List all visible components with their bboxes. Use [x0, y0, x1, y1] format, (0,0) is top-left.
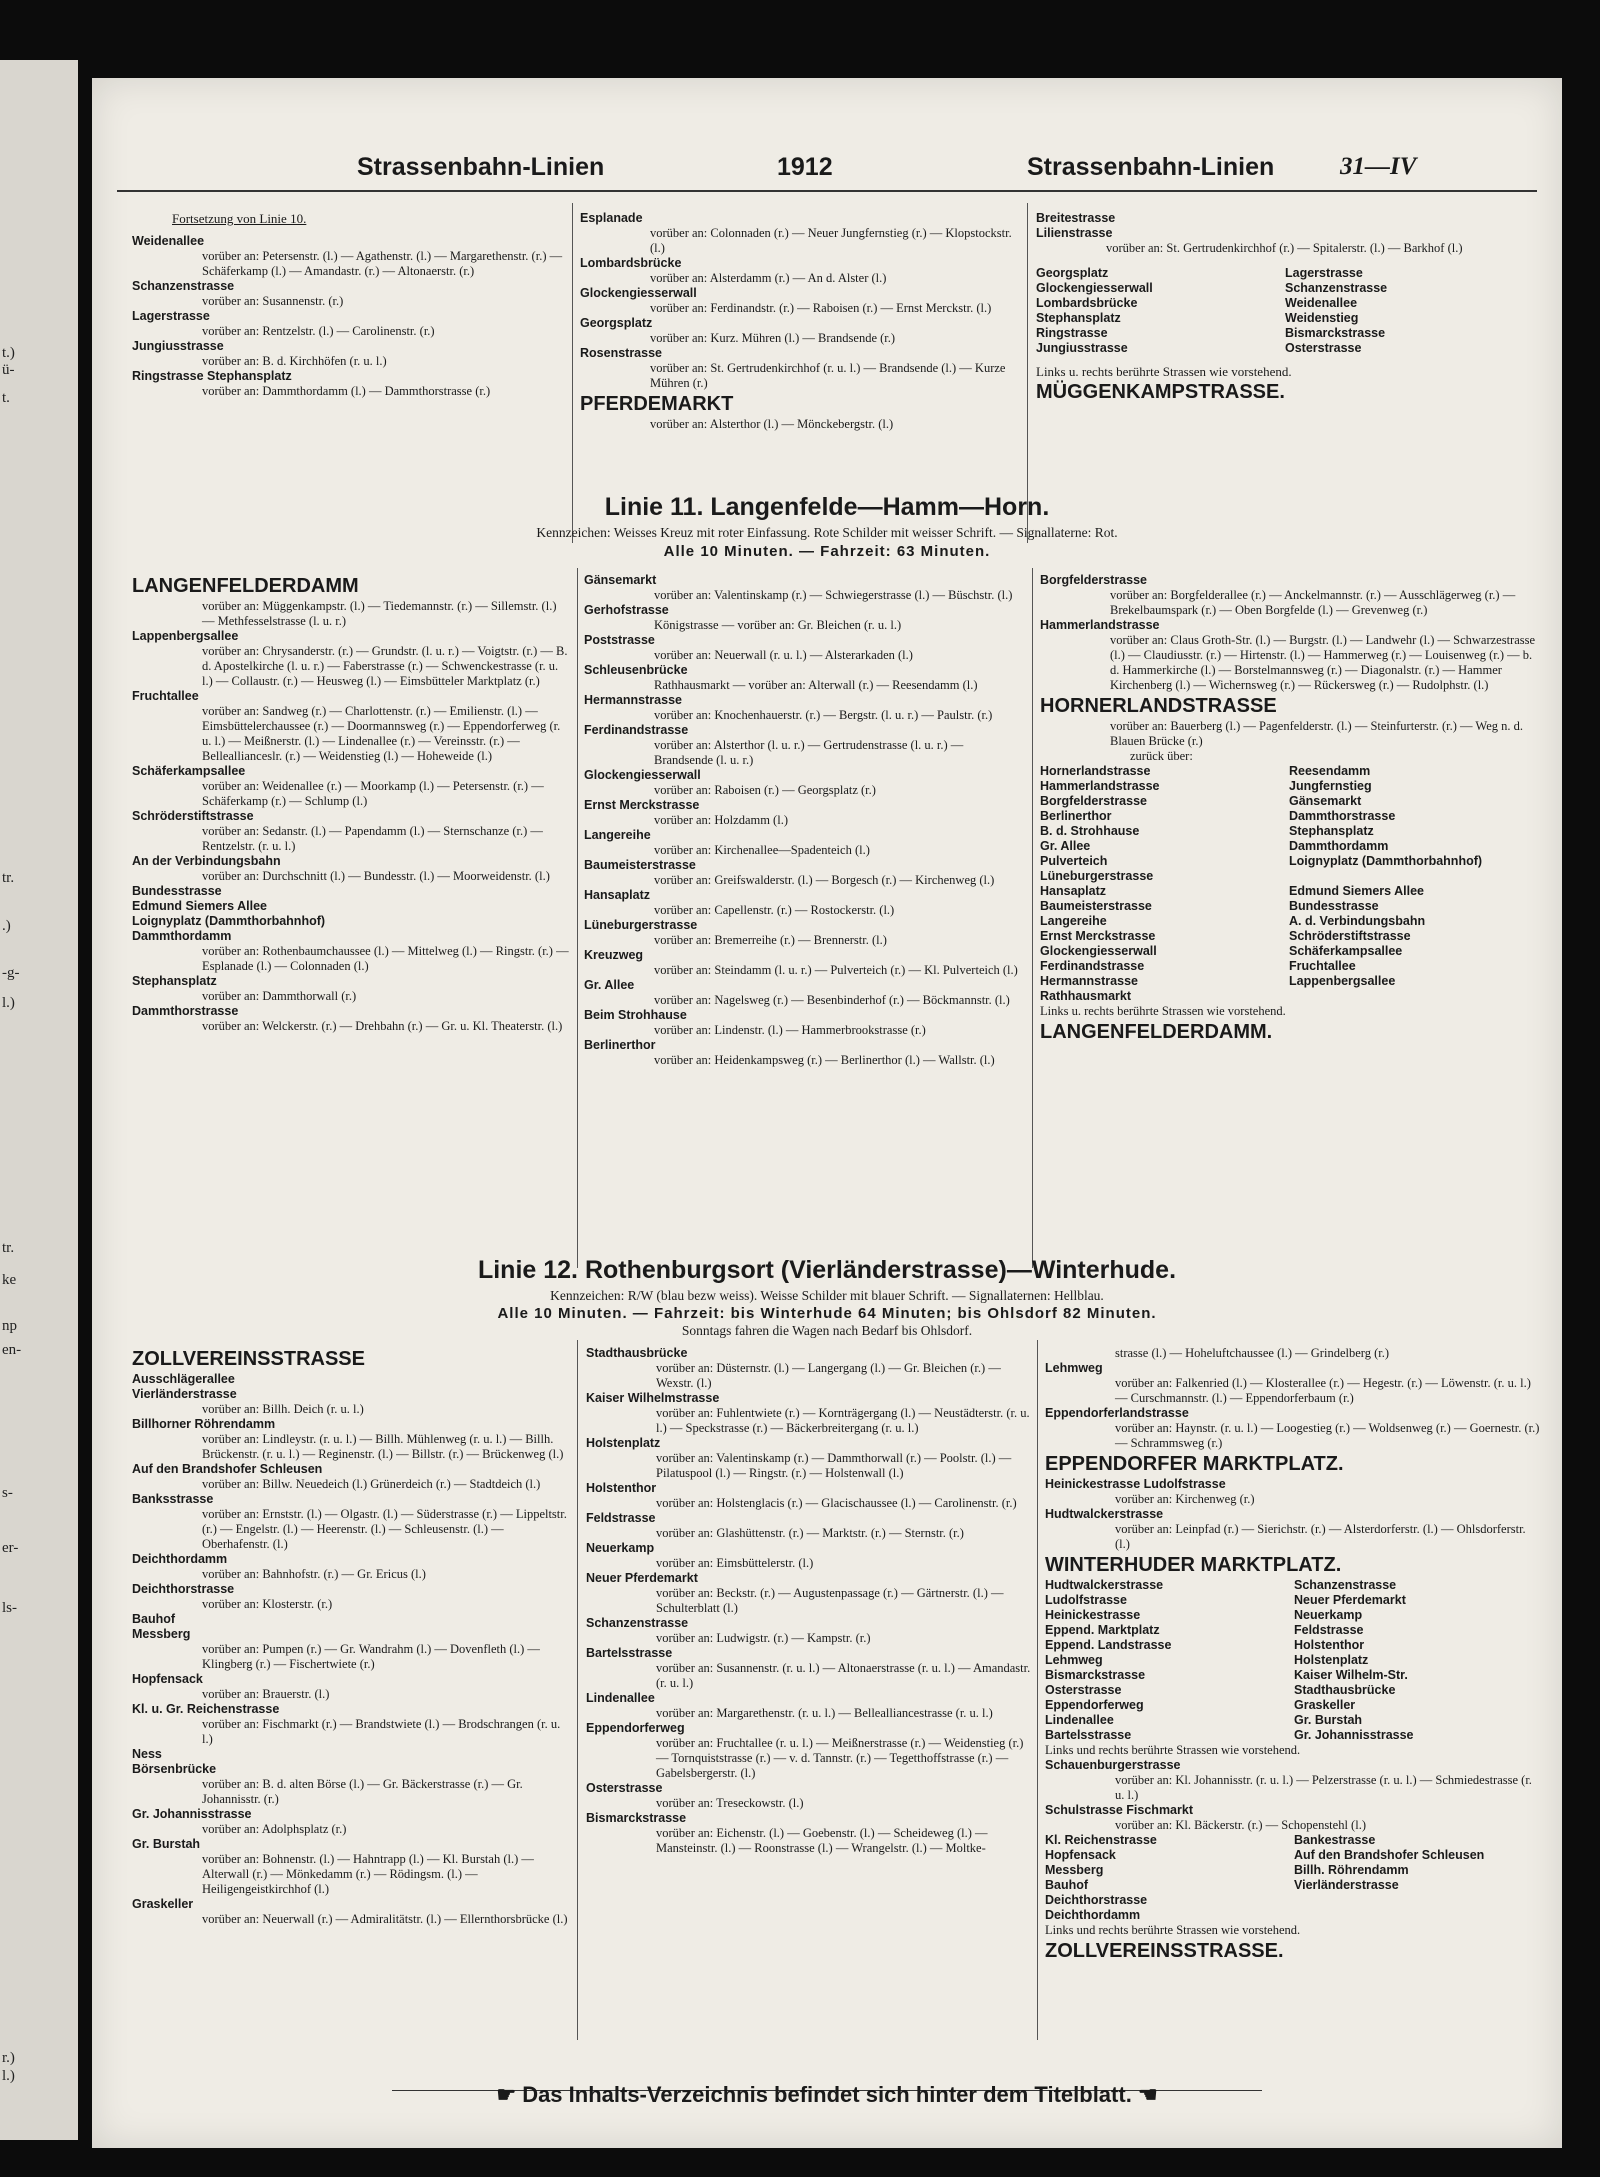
left-fragment: np [2, 1318, 17, 1334]
line-12-col-3 [1045, 1346, 1540, 1964]
stop-passing: vorüber an: Eimsbüttelerstr. (l.) [656, 1556, 814, 1570]
column-divider [572, 203, 573, 543]
stop-passing: vorüber an: Susannenstr. (r. u. l.) — Altonaerstrasse (r. u. l.) — Amandastr. (r. u. l.) [656, 1661, 1031, 1690]
stop-passing: vorüber an: Claus Groth-Str. (l.) — Burgstr. (l.) — Landwehr (l.) — Schwarzestrasse (l.) — Claudiusstr. (r.) — Hirtenstr. (l.) — Hammerweg (r.) — Louisenweg (r.) — b. d. Hammerkirche (l.) — Borstelmannsweg (r.) — Diagonalstr. (r.) — Hammer Kirchenberg (l.) — Wichernsweg (r.) — Rückersweg (r.) — Rudolphstr. (l.) [1110, 633, 1536, 692]
footer-text: Das Inhalts-Verzeichnis befindet sich hinter dem Titelblatt. [522, 2082, 1132, 2107]
stop-passing: vorüber an: Bahnhofstr. (r.) — Gr. Ericus (l.) [202, 1567, 426, 1581]
stop-name: Kaiser Wilhelmstrasse [586, 1391, 720, 1405]
stop-passing: vorüber an: Kl. Johannisstr. (r. u. l.) — Pelzerstrasse (r. u. l.) — Schmiedestrasse (r. u. l.) [1115, 1773, 1532, 1802]
left-fragment: -g- [2, 965, 20, 981]
stop-name: Hansaplatz [584, 888, 650, 902]
stop-name: Loignyplatz (Dammthorbahnhof) [132, 914, 326, 928]
stop-name: Billhorner Röhrendamm [132, 1417, 276, 1431]
stop-passing: vorüber an: Rothenbaumchaussee (l.) — Mittelweg (l.) — Ringstr. (r.) — Esplanade (l.) — Colonnaden (l.) [202, 944, 569, 973]
stop-passing: vorüber an: Lindenstr. (l.) — Hammerbrookstrasse (r.) [654, 1023, 926, 1037]
stop-name: Ernst Merckstrasse [584, 798, 700, 812]
stop-passing: vorüber an: Durchschnitt (l.) — Bundesstr. (l.) — Moorweidenstr. (l.) [202, 869, 550, 883]
stop-name: Banksstrasse [132, 1492, 214, 1506]
stop-passing: vorüber an: Pumpen (r.) — Gr. Wandrahm (l.) — Dovenfleth (l.) — Klingberg (r.) — Fischertwiete (r.) [202, 1642, 540, 1671]
stop-name: Georgsplatz [580, 316, 653, 330]
left-fragment: ü- [2, 362, 15, 378]
stop-name: Weidenallee [1285, 296, 1358, 310]
stop-name: Bauhof [132, 1612, 176, 1626]
stop-name: Stadthausbrücke [1294, 1683, 1396, 1697]
stop-name: Schäferkampsallee [1289, 944, 1403, 958]
left-fragment: r.) [2, 2050, 15, 2066]
stop-passing: vorüber an: Kirchenweg (r.) [1115, 1492, 1255, 1506]
stop-name: Schanzenstrasse [1294, 1578, 1397, 1592]
stop-passing: vorüber an: Alsterthor (l. u. r.) — Gertrudenstrasse (l. u. r.) — Brandsende (l. u. r.) [654, 738, 964, 767]
stop-name: Glockengiesserwall [1036, 281, 1153, 295]
stop-name: Kaiser Wilhelm-Str. [1294, 1668, 1408, 1682]
stop-name: Messberg [132, 1627, 191, 1641]
timetable-page [92, 78, 1562, 2148]
stop-name: Eppend. Landstrasse [1045, 1638, 1172, 1652]
stop-name: Bauhof [1045, 1878, 1089, 1892]
stop-name: Ferdinandstrasse [1040, 959, 1145, 973]
stop-name: Ferdinandstrasse [584, 723, 689, 737]
stop-name: Bismarckstrasse [586, 1811, 687, 1825]
stop-name: Eppendorferlandstrasse [1045, 1406, 1189, 1420]
stop-passing: vorüber an: Ludwigstr. (r.) — Kampstr. (r.) [656, 1631, 871, 1645]
stop-name: Ludolfstrasse [1045, 1593, 1127, 1607]
stop-passing: vorüber an: Holstenglacis (r.) — Glacischaussee (l.) — Carolinenstr. (r.) [656, 1496, 1017, 1510]
stop-passing: vorüber an: Müggenkampstr. (l.) — Tiedemannstr. (r.) — Sillemstr. (l.) — Methfesselstrasse (l. u. r.) [202, 599, 557, 628]
stop-passing: vorüber an: Sedanstr. (l.) — Papendamm (l.) — Sternschanze (r.) — Rentzelstr. (r. u. l.) [202, 824, 543, 853]
stop-passing: vorüber an: Holzdamm (l.) [654, 813, 788, 827]
left-fragment: t. [2, 390, 10, 406]
stop-name: Lindenallee [586, 1691, 655, 1705]
stop-name: Edmund Siemers Allee [132, 899, 267, 913]
stop-name: Messberg [1045, 1863, 1104, 1877]
stop-name: Schanzenstrasse [132, 279, 235, 293]
stop-name: Schleusenbrücke [584, 663, 688, 677]
stop-name: Hudtwalckerstrasse [1045, 1507, 1164, 1521]
stop-name: Ringstrasse Stephansplatz [132, 369, 292, 383]
stop-name: Hansaplatz [1040, 884, 1106, 898]
stop-passing: Königstrasse — vorüber an: Gr. Bleichen (r. u. l.) [654, 618, 902, 632]
stop-name: Graskeller [1294, 1698, 1356, 1712]
stop-name: Schröderstiftstrasse [132, 809, 254, 823]
stop-passing: vorüber an: B. d. alten Börse (l.) — Gr. Bäckerstrasse (r.) — Gr. Johannisstr. (r.) [202, 1777, 523, 1806]
left-fragment: l.) [2, 2068, 15, 2084]
stop-name: Poststrasse [584, 633, 655, 647]
stop-name: Bartelsstrasse [586, 1646, 673, 1660]
stop-name: Deichthorstrasse [132, 1582, 235, 1596]
column-divider [1032, 568, 1033, 1268]
stop-name: Lüneburgerstrasse [584, 918, 698, 932]
stop-passing: vorüber an: Treseckowstr. (l.) [656, 1796, 804, 1810]
stop-name: Auf den Brandshofer Schleusen [132, 1462, 323, 1476]
stop-passing: vorüber an: Valentinskamp (r.) — Dammthorwall (r.) — Poolstr. (l.) — Pilatuspool (l.) — Ringstr. (r.) — Holstenwall (l.) [656, 1451, 1012, 1480]
stop-passing: vorüber an: Brauerstr. (l.) [202, 1687, 330, 1701]
top-col-3 [1036, 211, 1536, 405]
stop-passing: vorüber an: Kirchenallee—Spadenteich (l.) [654, 843, 870, 857]
stop-passing: vorüber an: Colonnaden (r.) — Neuer Jungfernstieg (r.) — Klopstockstr. (l.) [650, 226, 1012, 255]
left-fragment: ke [2, 1272, 17, 1288]
stop-name: Esplanade [580, 211, 643, 225]
stop-passing: vorüber an: Weidenallee (r.) — Moorkamp (l.) — Petersenstr. (r.) — Schäferkamp (r.) — Schlump (l.) [202, 779, 544, 808]
stop-name: Borgfelderstrasse [1040, 794, 1147, 808]
line-12-title: Linie 12. Rothenburgsort (Vierländerstrasse)—Winterhude. [477, 1256, 1177, 1284]
stop-name: Bundesstrasse [1289, 899, 1379, 913]
stop-passing: vorüber an: Chrysanderstr. (r.) — Grundstr. (l. u. r.) — Voigtstr. (r.) — B. d. Apostelkirche (l. u. r.) — Faberstrasse (r.) — Schwenckestrasse (r. u. l.) — Collaustr. (r.) — Heusweg (l.) — Eimsbütteler Marktplatz (r.) [202, 644, 568, 688]
stop-name: Holstenthor [586, 1481, 657, 1495]
stop-name: Breitestrasse [1036, 211, 1116, 225]
stop-name: Feldstrasse [586, 1511, 656, 1525]
stop-name: Gr. Burstah [1294, 1713, 1363, 1727]
continuation-note: Fortsetzung von Linie 10. [172, 211, 307, 226]
stop-name: Gr. Allee [1040, 839, 1091, 853]
stop-name: Dammthordamm [132, 929, 232, 943]
stop-passing: vorüber an: Haynstr. (r. u. l.) — Loogestieg (r.) — Woldsenweg (r.) — Goernestr. (r.) — Schrammsweg (r.) [1115, 1421, 1540, 1450]
stop-passing: vorüber an: Valentinskamp (r.) — Schwiegerstrasse (l.) — Büschstr. (l.) [654, 588, 1013, 602]
stop-name: Hammerlandstrasse [1040, 779, 1160, 793]
stop-name: Vierländerstrasse [132, 1387, 237, 1401]
stop-name: Stephansplatz [1289, 824, 1374, 838]
stop-name: Ness [132, 1747, 162, 1761]
note: Links u. rechts berührte Strassen wie vorstehend. [1036, 364, 1292, 379]
left-fragment: ls- [2, 1600, 17, 1616]
stop-name: Borgfelderstrasse [1040, 573, 1147, 587]
stop-name: B. d. Strohhause [1040, 824, 1140, 838]
note: Links und rechts berührte Strassen wie vorstehend. [1045, 1743, 1301, 1757]
stop-name: Schröderstiftstrasse [1289, 929, 1411, 943]
footer-notice [92, 2082, 1562, 2108]
stop-name: Jungfernstieg [1289, 779, 1372, 793]
stop-name: Bismarckstrasse [1045, 1668, 1146, 1682]
stop-name [1289, 989, 1540, 1004]
stop-passing: vorüber an: Adolphsplatz (r.) [202, 1822, 347, 1836]
stop-name: Gänsemarkt [1289, 794, 1362, 808]
stop-name: Rathhausmarkt [1040, 989, 1131, 1003]
stop-passing: vorüber an: Greifswalderstr. (l.) — Borgesch (r.) — Kirchenweg (l.) [654, 873, 995, 887]
stop-passing: vorüber an: Sandweg (r.) — Charlottenstr. (r.) — Emilienstr. (l.) — Eimsbüttelerchaussee (r.) — Doormannsweg (r.) — Eppendorferweg (r. u. l.) — Meißnerstr. (l.) — Lindenallee (r.) — Vereinsstr. (r.) — Belleallianceslr. (r.) — Weidenstieg (l.) — Hoheweide (l.) [202, 704, 561, 763]
stop-name: Kl. Reichenstrasse [1045, 1833, 1157, 1847]
stop-name: Hermannstrasse [584, 693, 682, 707]
stop-name: Loignyplatz (Dammthorbahnhof) [1289, 854, 1483, 868]
stop-name: Hornerlandstrasse [1040, 764, 1151, 778]
stop-passing: vorüber an: Raboisen (r.) — Georgsplatz (r.) [654, 783, 876, 797]
line-11-col-2 [584, 573, 1024, 1068]
stop-name: Glockengiesserwall [584, 768, 701, 782]
stop-passing: vorüber an: B. d. Kirchhöfen (r. u. l.) [202, 354, 387, 368]
stop-name: Edmund Siemers Allee [1289, 884, 1424, 898]
stop-passing: vorüber an: Petersenstr. (l.) — Agathenstr. (l.) — Margarethenstr. (r.) — Schäferkamp (l.) — Amandastr. (r.) — Altonaerstr. (r.) [202, 249, 563, 278]
stop-name: Kl. u. Gr. Reichenstrasse [132, 1702, 280, 1716]
terminus: PFERDEMARKT [580, 393, 734, 415]
stop-name: Ernst Merckstrasse [1040, 929, 1156, 943]
column-divider [577, 1340, 578, 2040]
continued-passing: strasse (l.) — Hoheluftchaussee (l.) — Grindelberg (r.) [1115, 1346, 1389, 1360]
stop-name: Vierländerstrasse [1294, 1878, 1399, 1892]
stop-passing: vorüber an: Glashüttenstr. (r.) — Marktstr. (r.) — Sternstr. (r.) [656, 1526, 964, 1540]
stop-passing: vorüber an: Bohnenstr. (l.) — Hahntrapp (l.) — Kl. Burstah (l.) — Alterwall (r.) — Mönkedamm (r.) — Rödingsm. (l.) — Heiligengeistkirchhof (l.) [202, 1852, 534, 1896]
stop-name: An der Verbindungsbahn [132, 854, 281, 868]
stop-name: Eppendorferweg [586, 1721, 685, 1735]
stop-name: Fruchtallee [1289, 959, 1356, 973]
stop-name: Weidenallee [132, 234, 205, 248]
stop-passing: Rathhausmarkt — vorüber an: Alterwall (r.) — Reesendamm (l.) [654, 678, 978, 692]
stop-passing: vorüber an: Fruchtallee (r. u. l.) — Meißnerstrasse (r.) — Weidenstieg (r.) — Tornquiststrasse (r.) — v. d. Tannstr. (r.) — Tegetthoffstrasse (r.) — Gabelsbergerstr. (l.) [656, 1736, 1024, 1780]
left-fragment: .) [2, 918, 11, 934]
stop-name: Neuer Pferdemarkt [1294, 1593, 1406, 1607]
line-12-marking: Kennzeichen: R/W (blau bezw weiss). Weisse Schilder mit blauer Schrift. — Signallaternen: Hellblau. [550, 1288, 1104, 1303]
stop-name: Neuerkamp [586, 1541, 655, 1555]
left-fragment: l.) [2, 995, 15, 1011]
stop-passing: vorüber an: Bremerreihe (r.) — Brennerstr. (l.) [654, 933, 887, 947]
stop-name: Stephansplatz [1036, 311, 1121, 325]
stop-passing: vorüber an: Kl. Bäckerstr. (r.) — Schopenstehl (l.) [1115, 1818, 1366, 1832]
line-12-sunday-note: Sonntags fahren die Wagen nach Bedarf bis Ohlsdorf. [681, 1323, 973, 1338]
stop-passing: vorüber an: Ernststr. (l.) — Olgastr. (l.) — Süderstrasse (r.) — Lippeltstr. (r.) — Engelstr. (l.) — Heerenstr. (l.) — Schleusenstr. (l.) — Oberhafenstr. (l.) [202, 1507, 567, 1551]
stop-passing: vorüber an: Fuhlentwiete (r.) — Kornträgergang (l.) — Neustädterstr. (r. u. l.) — Speckstrasse (r.) — Bäckerbreitergang (r. u. l.) [656, 1406, 1030, 1435]
line-11-col-3 [1040, 573, 1540, 1045]
stop-passing: vorüber an: Beckstr. (r.) — Augustenpassage (r.) — Gärtnerstr. (l.) — Schulterblatt (l.) [656, 1586, 1004, 1615]
stop-name: Stadthausbrücke [586, 1346, 688, 1360]
left-fragment: tr. [2, 870, 15, 886]
stop-name: Eppendorferweg [1045, 1698, 1144, 1712]
stop-passing: vorüber an: Knochenhauerstr. (r.) — Bergstr. (l. u. r.) — Paulstr. (r.) [654, 708, 993, 722]
stop-name: Berlinerthor [584, 1038, 656, 1052]
note: Links u. rechts berührte Strassen wie vorstehend. [1040, 1004, 1286, 1018]
column-divider [1037, 1340, 1038, 2040]
stop-name: Bartelsstrasse [1045, 1728, 1132, 1742]
stop-name: Baumeisterstrasse [584, 858, 696, 872]
stop-passing: vorüber an: Klosterstr. (r.) [202, 1597, 333, 1611]
line-12-col-1 [132, 1346, 572, 1927]
terminus: ZOLLVEREINSSTRASSE [132, 1348, 365, 1370]
return-via: zurück über: [1130, 749, 1193, 763]
stop-name [1294, 1893, 1540, 1908]
stop-name: Weidenstieg [1285, 311, 1359, 325]
stop-name: Hammerlandstrasse [1040, 618, 1160, 632]
stop-name: Billh. Röhrendamm [1294, 1863, 1409, 1877]
column-divider [1027, 203, 1028, 543]
stop-passing: vorüber an: Leinpfad (r.) — Sierichstr. (r.) — Alsterdorferstr. (l.) — Ohlsdorferstr. (l.) [1115, 1522, 1526, 1551]
stop-passing: vorüber an: St. Gertrudenkirchhof (r.) — Spitalerstr. (l.) — Barkhof (l.) [1106, 241, 1463, 255]
terminus: MÜGGENKAMPSTRASSE. [1036, 381, 1285, 403]
stop-passing: vorüber an: Susannenstr. (r.) [202, 294, 344, 308]
left-fragment: er- [2, 1540, 19, 1556]
stop-name: Schäferkampsallee [132, 764, 246, 778]
terminus: LANGENFELDERDAMM. [1040, 1021, 1273, 1043]
stop-name: Dammthorstrasse [132, 1004, 239, 1018]
stop-passing: vorüber an: Welckerstr. (r.) — Drehbahn (r.) — Gr. u. Kl. Theaterstr. (l.) [202, 1019, 563, 1033]
stop-passing: vorüber an: Capellenstr. (r.) — Rostockerstr. (l.) [654, 903, 895, 917]
stop-name: Schanzenstrasse [586, 1616, 689, 1630]
page-header [92, 153, 1562, 183]
stop-name: Langereihe [584, 828, 651, 842]
stop-passing: vorüber an: Lindleystr. (r. u. l.) — Billh. Mühlenweg (r. u. l.) — Billh. Brückenstr. (r. u. l.) — Reginenstr. (l.) — Billstr. (r.) — Brückenweg (l.) [202, 1432, 564, 1461]
stop-name: Hopfensack [132, 1672, 203, 1686]
stop-name: Börsenbrücke [132, 1762, 217, 1776]
stop-passing: vorüber an: Heidenkampsweg (r.) — Berlinerthor (l.) — Wallstr. (l.) [654, 1053, 995, 1067]
stop-name: Lehmweg [1045, 1653, 1103, 1667]
line-11-marking: Kennzeichen: Weisses Kreuz mit roter Einfassung. Rote Schilder mit weisser Schrift. — Signallaterne: Rot. [536, 525, 1118, 540]
stop-name: Eppend. Marktplatz [1045, 1623, 1160, 1637]
terminus-passing: vorüber an: Alsterthor (l.) — Mönckebergstr. (l.) [650, 417, 894, 431]
stop-name: Lehmweg [1045, 1361, 1103, 1375]
pointing-hand-icon: ☚ [1137, 2082, 1158, 2107]
left-fragment: tr. [2, 1240, 15, 1256]
stop-passing: vorüber an: Nagelsweg (r.) — Besenbinderhof (r.) — Böckmannstr. (l.) [654, 993, 1010, 1007]
stop-name: Holstenplatz [586, 1436, 661, 1450]
left-fragment: en- [2, 1342, 22, 1358]
stop-name: Dammthorstrasse [1289, 809, 1396, 823]
header-left: Strassenbahn-Linien [357, 153, 605, 181]
stop-name: Lombardsbrücke [1036, 296, 1138, 310]
stop-name: Schauenburgerstrasse [1045, 1758, 1181, 1772]
stop-name: Deichthordamm [1045, 1908, 1141, 1922]
line-11-title: Linie 11. Langenfelde—Hamm—Horn. [604, 493, 1050, 521]
stop-name [1289, 869, 1540, 884]
stop-name: Bankestrasse [1294, 1833, 1376, 1847]
stop-name: Holstenplatz [1294, 1653, 1369, 1667]
stop-passing: vorüber an: Kurz. Mühren (l.) — Brandsende (r.) [650, 331, 896, 345]
stop-passing: vorüber an: Neuerwall (r.) — Admiralitätstr. (l.) — Ellernthorsbrücke (l.) [202, 1912, 568, 1926]
stop-name: Lindenallee [1045, 1713, 1114, 1727]
stop-passing: vorüber an: Düsternstr. (l.) — Langergang (l.) — Gr. Bleichen (r.) — Wexstr. (l.) [656, 1361, 1001, 1390]
stop-name: Deichthordamm [132, 1552, 228, 1566]
stop-name: Lappenbergsallee [1289, 974, 1396, 988]
stop-name: Dammthordamm [1289, 839, 1389, 853]
stop-name: Osterstrasse [1285, 341, 1362, 355]
stop-name: Osterstrasse [1045, 1683, 1122, 1697]
stop-name: Gr. Johannisstrasse [132, 1807, 252, 1821]
stop-name: Langereihe [1040, 914, 1107, 928]
stop-name: Neuer Pferdemarkt [586, 1571, 698, 1585]
stop-passing: vorüber an: Alsterdamm (r.) — An d. Alster (l.) [650, 271, 887, 285]
stop-name: Heinickestrasse [1045, 1608, 1141, 1622]
stop-passing: vorüber an: St. Gertrudenkirchhof (r. u. l.) — Brandsende (l.) — Kurze Mühren (r.) [650, 361, 1006, 390]
stop-name: Lagerstrasse [1285, 266, 1363, 280]
stop-name: Deichthorstrasse [1045, 1893, 1148, 1907]
terminus: LANGENFELDERDAMM [132, 575, 359, 597]
stop-passing: vorüber an: Eichenstr. (l.) — Goebenstr. (l.) — Scheideweg (l.) — Mansteinstr. (l.) — Roonstrasse (l.) — Wrangelstr. (l.) — Moltke- [656, 1826, 988, 1855]
stop-name: Kreuzweg [584, 948, 644, 962]
stop-name: Beim Strohhause [584, 1008, 687, 1022]
page-number: 31—IV [1340, 153, 1417, 180]
left-fragment: t.) [2, 345, 15, 361]
stop-passing: vorüber an: Steindamm (l. u. r.) — Pulverteich (r.) — Kl. Pulverteich (l.) [654, 963, 1018, 977]
stop-name: Gr. Burstah [132, 1837, 201, 1851]
stop-passing: vorüber an: Rentzelstr. (l.) — Carolinenstr. (r.) [202, 324, 435, 338]
stop-name: Schanzenstrasse [1285, 281, 1388, 295]
terminus: HORNERLANDSTRASSE [1040, 695, 1277, 717]
stop-name: Gr. Allee [584, 978, 635, 992]
stop-name: Georgsplatz [1036, 266, 1109, 280]
stop-name: Jungiusstrasse [132, 339, 224, 353]
stop-name: Bundesstrasse [132, 884, 222, 898]
stop-passing: vorüber an: Borgfelderallee (r.) — Anckelmannstr. (r.) — Ausschlägerweg (r.) — Brekelbaumspark (r.) — Oben Borgfelde (l.) — Grevenweg (r.) [1110, 588, 1516, 617]
stop-name: Schulstrasse Fischmarkt [1045, 1803, 1193, 1817]
stop-name: Stephansplatz [132, 974, 217, 988]
stop-name: Gerhofstrasse [584, 603, 669, 617]
stop-passing: vorüber an: Fischmarkt (r.) — Brandstwiete (l.) — Brodschrangen (r. u. l.) [202, 1717, 561, 1746]
stop-name [1294, 1908, 1540, 1923]
stop-name: Berlinerthor [1040, 809, 1112, 823]
stop-name: A. d. Verbindungsbahn [1289, 914, 1426, 928]
stop-name: Neuerkamp [1294, 1608, 1363, 1622]
stop-name: Lilienstrasse [1036, 226, 1113, 240]
stop-name: Gr. Johannisstrasse [1294, 1728, 1414, 1742]
stop-name: Lappenbergsallee [132, 629, 239, 643]
stop-passing: vorüber an: Billh. Deich (r. u. l.) [202, 1402, 364, 1416]
stop-passing: vorüber an: Neuerwall (r. u. l.) — Alsterarkaden (l.) [654, 648, 913, 662]
left-page-edge [0, 60, 78, 2140]
stop-passing: vorüber an: Billw. Neuedeich (l.) Grünerdeich (r.) — Stadtdeich (l.) [202, 1477, 541, 1491]
stop-name: Holstenthor [1294, 1638, 1365, 1652]
header-rule [117, 190, 1537, 192]
stop-name: Feldstrasse [1294, 1623, 1364, 1637]
stop-name: Osterstrasse [586, 1781, 663, 1795]
note: Links und rechts berührte Strassen wie vorstehend. [1045, 1923, 1301, 1937]
line-12-frequency: Alle 10 Minuten. — Fahrzeit: bis Winterhude 64 Minuten; bis Ohlsdorf 82 Minuten. [497, 1305, 1157, 1322]
top-col-1 [132, 211, 567, 399]
left-fragment: s- [2, 1485, 13, 1501]
column-divider [577, 568, 578, 1268]
line-11-frequency: Alle 10 Minuten. — Fahrzeit: 63 Minuten. [663, 543, 991, 560]
stop-name: Graskeller [132, 1897, 194, 1911]
stop-passing: vorüber an: Dammthorwall (r.) [202, 989, 357, 1003]
stop-name: Bismarckstrasse [1285, 326, 1386, 340]
terminus: ZOLLVEREINSSTRASSE. [1045, 1940, 1284, 1962]
stop-name: Hudtwalckerstrasse [1045, 1578, 1164, 1592]
stop-name: Ausschlägerallee [132, 1372, 235, 1386]
stop-name: Reesendamm [1289, 764, 1371, 778]
stop-passing: vorüber an: Dammthordamm (l.) — Dammthorstrasse (r.) [202, 384, 491, 398]
terminus: EPPENDORFER MARKTPLATZ. [1045, 1453, 1344, 1475]
pointing-hand-icon: ☛ [496, 2082, 517, 2107]
stop-passing: vorüber an: Ferdinandstr. (r.) — Raboisen (r.) — Ernst Merckstr. (l.) [650, 301, 992, 315]
header-year: 1912 [777, 153, 833, 181]
stop-name: Hopfensack [1045, 1848, 1116, 1862]
stop-passing: vorüber an: Falkenried (l.) — Klosterallee (r.) — Hegestr. (r.) — Löwenstr. (r. u. l.) — Curschmannstr. (l.) — Eppendorferbaum (r.) [1115, 1376, 1531, 1405]
stop-name: Fruchtallee [132, 689, 199, 703]
stop-name: Baumeisterstrasse [1040, 899, 1152, 913]
stop-name: Rosenstrasse [580, 346, 662, 360]
stop-name: Gänsemarkt [584, 573, 657, 587]
stop-name: Auf den Brandshofer Schleusen [1294, 1848, 1485, 1862]
stop-name: Glockengiesserwall [580, 286, 697, 300]
stop-name: Glockengiesserwall [1040, 944, 1157, 958]
terminus: WINTERHUDER MARKTPLATZ. [1045, 1554, 1342, 1576]
stop-name: Heinickestrasse Ludolfstrasse [1045, 1477, 1226, 1491]
stop-name: Pulverteich [1040, 854, 1108, 868]
stop-name: Ringstrasse [1036, 326, 1108, 340]
header-right: Strassenbahn-Linien [1027, 153, 1275, 181]
terminus-passing: vorüber an: Bauerberg (l.) — Pagenfelderstr. (l.) — Steinfurterstr. (r.) — Weg n. d. Blauen Brücke (r.) [1110, 719, 1524, 748]
stop-name: Jungiusstrasse [1036, 341, 1128, 355]
top-col-2 [580, 211, 1020, 432]
stop-passing: vorüber an: Margarethenstr. (r. u. l.) — Bellealliancestrasse (r. u. l.) [656, 1706, 993, 1720]
stop-name: Lüneburgerstrasse [1040, 869, 1154, 883]
line-11-col-1 [132, 573, 572, 1034]
stop-name: Lombardsbrücke [580, 256, 682, 270]
stop-name: Hermannstrasse [1040, 974, 1138, 988]
line-12-col-2 [586, 1346, 1031, 1856]
stop-name: Lagerstrasse [132, 309, 210, 323]
